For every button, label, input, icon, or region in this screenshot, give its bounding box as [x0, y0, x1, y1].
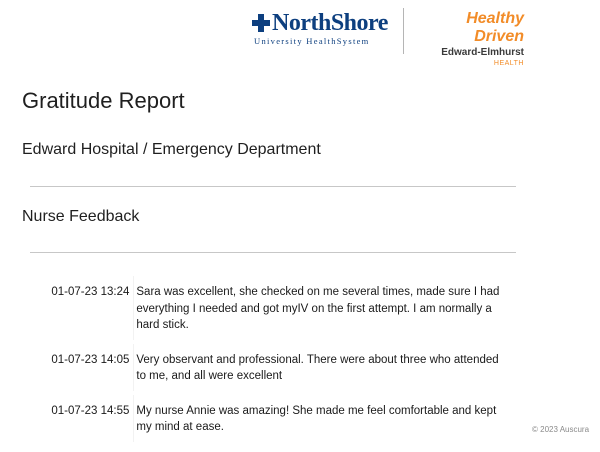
edward-elmhurst-text: Edward-Elmhurst — [441, 47, 524, 58]
feedback-datetime: 01-07-23 14:55 — [51, 404, 130, 417]
northshore-name: NorthShore — [272, 10, 388, 36]
edward-elmhurst-logo — [412, 10, 524, 68]
feedback-datetime: 01-07-23 14:05 — [51, 353, 130, 366]
northshore-logo — [252, 12, 400, 46]
health-text: HEALTH — [493, 60, 524, 67]
feedback-text: My nurse Annie was amazing! She made me feel comfortable and kept my mind at ease. — [133, 395, 510, 442]
logo-divider — [403, 8, 404, 54]
feedback-datetime: 01-07-23 13:24 — [51, 286, 130, 298]
section-title: Nurse Feedback — [22, 208, 140, 225]
copyright-text: © 2023 Auscura — [532, 425, 590, 434]
feedback-row — [30, 344, 510, 391]
department-subtitle: Edward Hospital / Emergency Department — [22, 141, 321, 158]
page-title: Gratitude Report — [22, 88, 185, 113]
divider — [30, 186, 516, 187]
northshore-subtitle: University HealthSystem — [254, 36, 370, 46]
feedback-text: Sara was excellent, she checked on me several times, made sure I had everything I needed and got myIV on the first attempt. I am normally a hard stick. — [133, 276, 510, 340]
divider — [30, 252, 516, 253]
feedback-row — [30, 276, 510, 340]
feedback-list — [30, 276, 510, 446]
feedback-text: Very observant and professional. There were about three who attended to me, and all were excellent — [133, 344, 510, 391]
medical-cross-icon — [252, 14, 270, 32]
healthy-driven-text: Healthy Driven — [466, 10, 524, 45]
feedback-row — [30, 395, 510, 442]
